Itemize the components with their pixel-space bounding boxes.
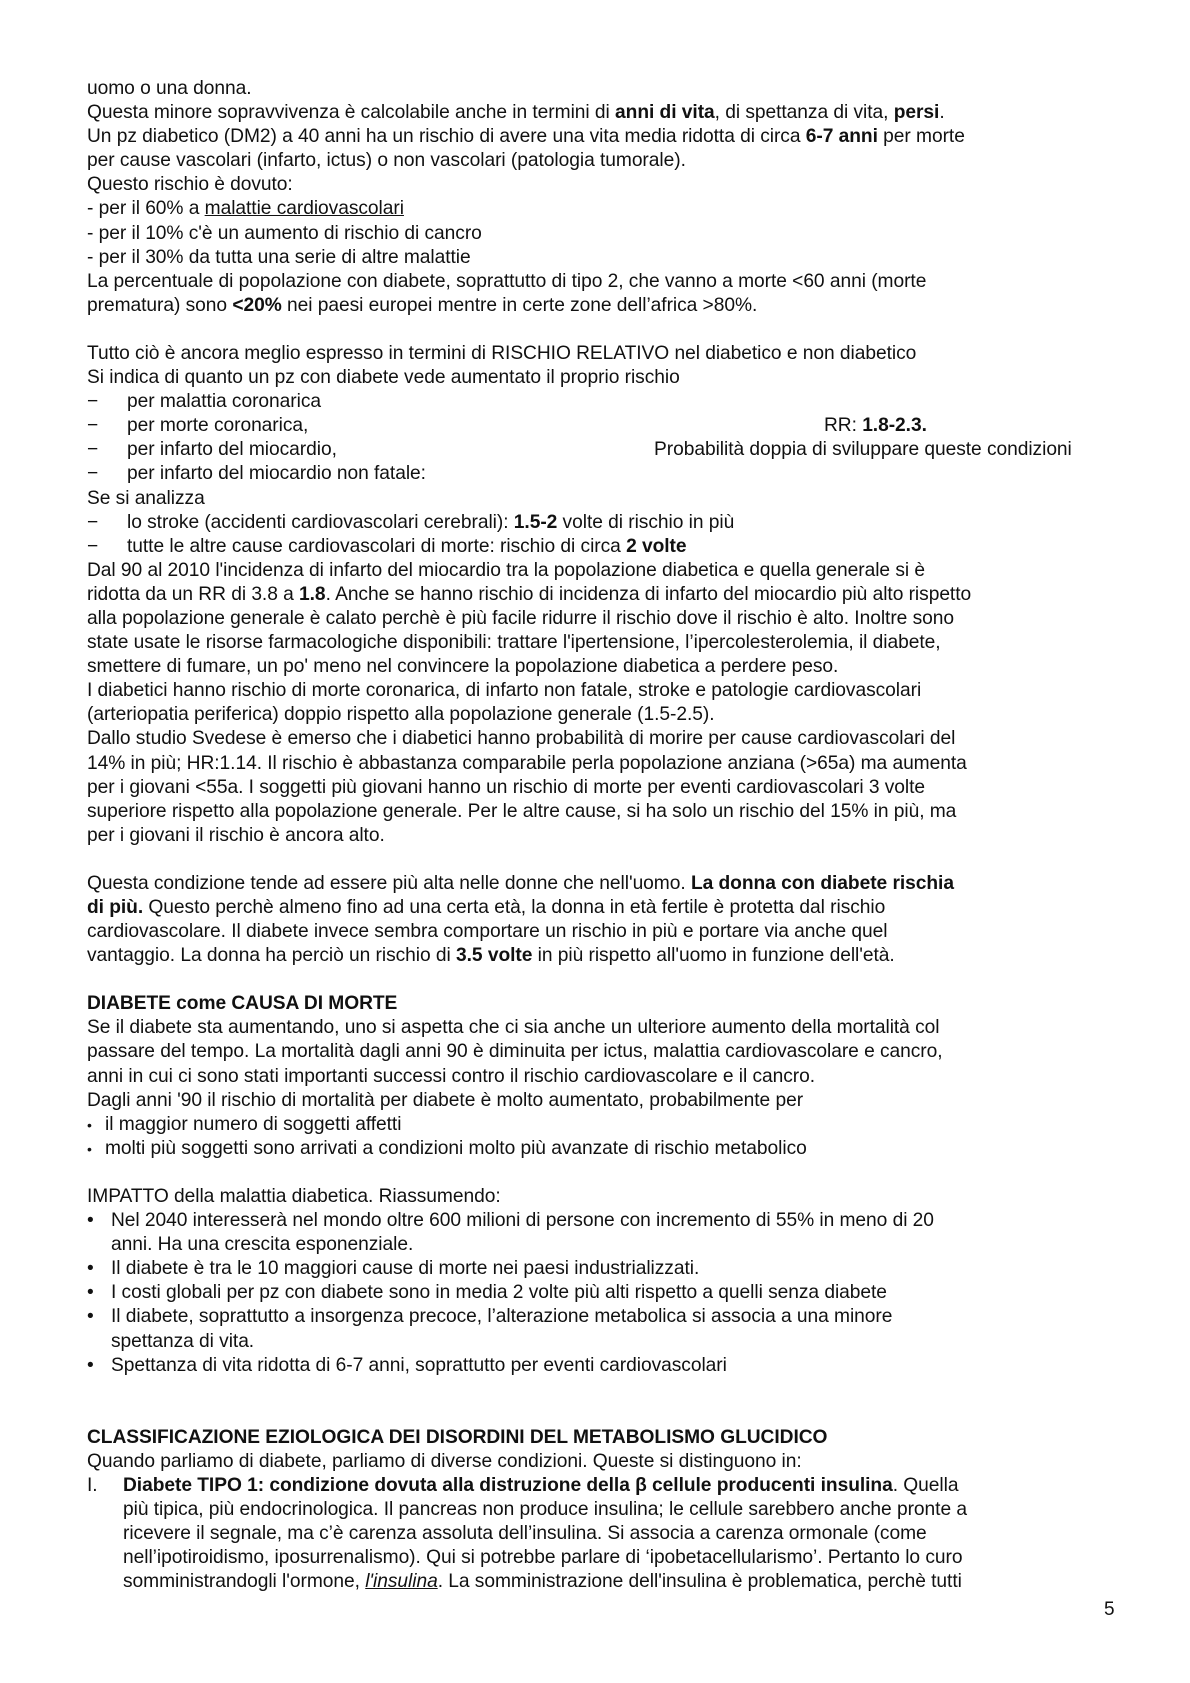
paragraph: Dagli anni '90 il rischio di mortalità per diabete è molto aumentato, probabilmente per (87, 1089, 804, 1111)
paragraph: anni in cui ci sono stati importanti successi contro il rischio cardiovascolare e il cancro. (87, 1065, 816, 1087)
list-item: - per il 10% c'è un aumento di rischio di cancro (87, 222, 482, 244)
paragraph: Se si analizza (87, 487, 205, 509)
paragraph: (arteriopatia periferica) doppio rispetto alla popolazione generale (1.5-2.5). (87, 704, 715, 726)
section-heading: CLASSIFICAZIONE EZIOLOGICA DEI DISORDINI DEL METABOLISMO GLUCIDICO (87, 1426, 828, 1448)
paragraph: Si indica di quanto un pz con diabete vede aumentato il proprio rischio (87, 367, 680, 389)
list-item: - per il 30% da tutta una serie di altre malattie (87, 246, 471, 268)
paragraph: per i giovani il rischio è ancora alto. (87, 824, 385, 846)
list-item: • Spettanza di vita ridotta di 6-7 anni, soprattutto per eventi cardiovascolari (87, 1354, 727, 1376)
paragraph: prematura) sono <20% nei paesi europei mentre in certe zone dell’africa >80%. (87, 294, 758, 316)
paragraph: Dallo studio Svedese è emerso che i diabetici hanno probabilità di morire per cause cardiovascolari del (87, 728, 956, 750)
paragraph: per i giovani <55a. I soggetti più giovani hanno un rischio di morte per eventi cardiovascolari 3 volte (87, 776, 925, 798)
paragraph: 14% in più; HR:1.14. Il rischio è abbastanza comparabile perla popolazione anziana (>65a) ma aumenta (87, 752, 967, 774)
list-item: - per il 60% a malattie cardiovascolari (87, 198, 404, 220)
list-item: • Il diabete è tra le 10 maggiori cause di morte nei paesi industrializzati. (87, 1258, 700, 1280)
paragraph: alla popolazione generale è calato perchè è più facile ridurre il rischio dove il rischio è alto. Inoltre sono (87, 607, 954, 629)
list-item: • Il diabete, soprattutto a insorgenza precoce, l’alterazione metabolica si associa a una minore spettanza di vita. (87, 1306, 893, 1352)
paragraph: ridotta da un RR di 3.8 a 1.8. Anche se hanno rischio di incidenza di infarto del miocardio più alto rispetto (87, 583, 972, 605)
list-item: − per malattia coronarica (87, 391, 322, 413)
paragraph: Questa minore sopravvivenza è calcolabile anche in termini di anni di vita, di spettanza di vita, persi. (87, 102, 945, 124)
document-body (87, 77, 1127, 1594)
paragraph: Un pz diabetico (DM2) a 40 anni ha un rischio di avere una vita media ridotta di circa 6-7 anni per morte (87, 126, 965, 148)
paragraph: superiore rispetto alla popolazione generale. Per le altre cause, si ha solo un rischio del 15% in più, ma (87, 800, 957, 822)
paragraph: La percentuale di popolazione con diabete, soprattutto di tipo 2, che vanno a morte <60 anni (morte (87, 270, 927, 292)
list-item: − lo stroke (accidenti cardiovascolari cerebrali): 1.5-2 volte di rischio in più (87, 511, 735, 533)
paragraph: Quando parliamo di diabete, parliamo di diverse condizioni. Queste si distinguono in: (87, 1450, 802, 1472)
paragraph: Questa condizione tende ad essere più alta nelle donne che nell'uomo. La donna con diabete rischia (87, 872, 954, 894)
list-item: − tutte le altre cause cardiovascolari di morte: rischio di circa 2 volte (87, 535, 687, 557)
paragraph: Se il diabete sta aumentando, uno si aspetta che ci sia anche un ulteriore aumento della mortalità col (87, 1017, 940, 1039)
list-item: • molti più soggetti sono arrivati a condizioni molto più avanzate di rischio metabolico (87, 1137, 807, 1159)
list-item: • Nel 2040 interesserà nel mondo oltre 600 milioni di persone con incremento di 55% in meno di 20 anni. Ha una crescita esponenziale. (87, 1210, 934, 1256)
page-number: 5 (1104, 1599, 1115, 1620)
list-item: • il maggior numero di soggetti affetti (87, 1113, 402, 1135)
paragraph: passare del tempo. La mortalità dagli anni 90 è diminuita per ictus, malattia cardiovascolare e cancro, (87, 1041, 943, 1063)
paragraph: Dal 90 al 2010 l'incidenza di infarto del miocardio tra la popolazione diabetica e quella generale si è (87, 559, 925, 581)
paragraph: Questo rischio è dovuto: (87, 174, 293, 196)
paragraph: vantaggio. La donna ha perciò un rischio di 3.5 volte in più rispetto all'uomo in funzione dell'età. (87, 945, 895, 967)
paragraph: I diabetici hanno rischio di morte coronarica, di infarto non fatale, stroke e patologie cardiovascolari (87, 680, 922, 702)
section-heading: DIABETE come CAUSA DI MORTE (87, 993, 398, 1015)
list-item: • I costi globali per pz con diabete sono in media 2 volte più alti rispetto a quelli senza diabete (87, 1282, 887, 1304)
paragraph: per cause vascolari (infarto, ictus) o non vascolari (patologia tumorale). (87, 150, 686, 172)
paragraph: di più. Questo perchè almeno fino ad una certa età, la donna in età fertile è protetta dal rischio (87, 897, 886, 918)
list-item: − per infarto del miocardio, Probabilità doppia di sviluppare queste condizioni (87, 439, 1072, 461)
list-item: I. Diabete TIPO 1: condizione dovuta alla distruzione della β cellule producenti insulina. Quella più tipica, più endocrinologica. Il pancreas non produce insulina; le cellule sarebbero anche pronte a ricevere il segnale, ma c’è carenza assoluta dell’insulina. Si associa a carenza ormonale (come nell’ipotiroidismo, iposurrenalismo). Qui si potrebbe parlare di ‘ipobetacellularismo’. Pertanto lo curo somministrandogli l'ormone, l'insulina. La somministrazione dell'insulina è problematica, perchè tutti (87, 1474, 967, 1593)
list-item: − per infarto del miocardio non fatale: (87, 463, 426, 485)
paragraph: smettere di fumare, un po' meno nel convincere la popolazione diabetica a perdere peso. (87, 656, 839, 678)
list-item: − per morte coronarica, RR: 1.8-2.3. (87, 415, 927, 437)
paragraph: uomo o una donna. (87, 78, 252, 99)
paragraph: Tutto ciò è ancora meglio espresso in termini di RISCHIO RELATIVO nel diabetico e non diabetico (87, 342, 917, 364)
paragraph: cardiovascolare. Il diabete invece sembra comportare un rischio in più e portare via anche quel (87, 921, 888, 943)
paragraph: state usate le risorse farmacologiche disponibili: trattare l'ipertensione, l’ipercolesterolemia, il diabete, (87, 632, 941, 654)
paragraph: IMPATTO della malattia diabetica. Riassumendo: (87, 1185, 501, 1207)
